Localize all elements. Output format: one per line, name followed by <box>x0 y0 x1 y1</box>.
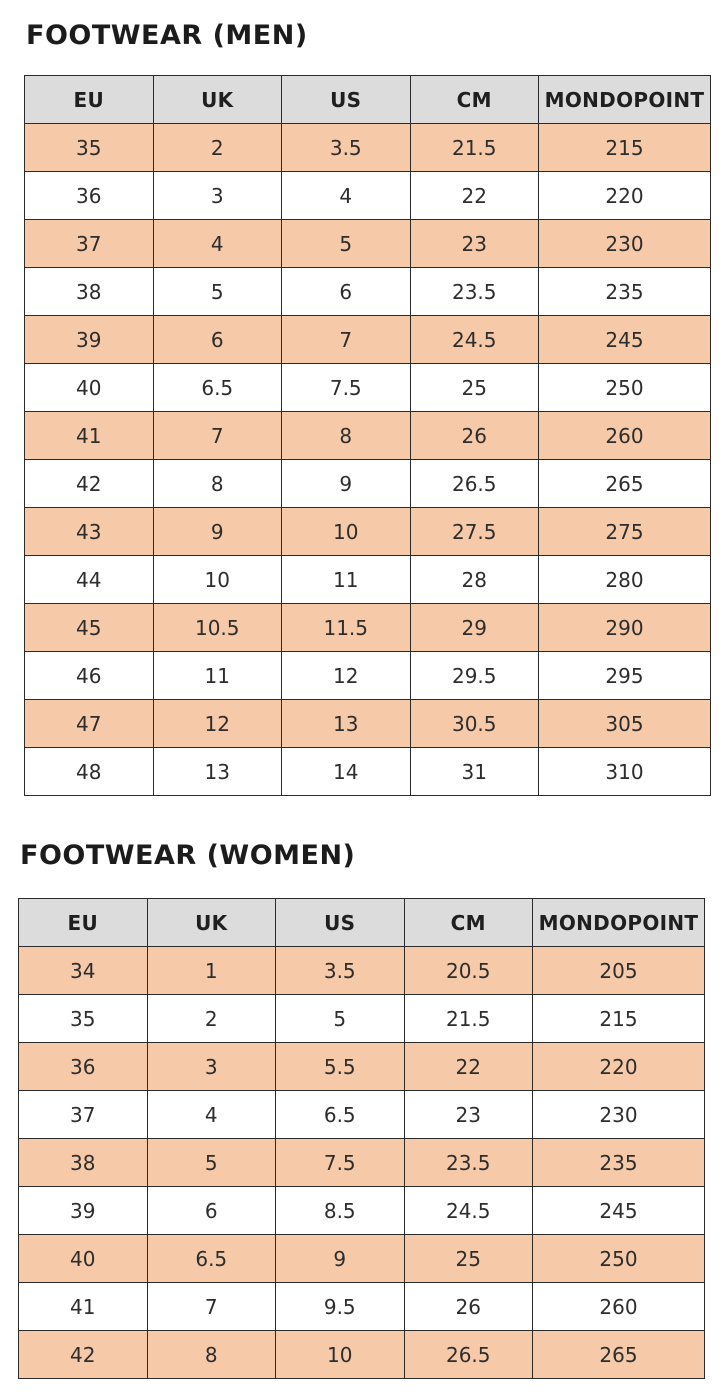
cell-cm: 26 <box>410 412 539 460</box>
cell-mondopoint: 230 <box>533 1091 705 1139</box>
column-header-cm: CM <box>410 76 539 124</box>
cell-uk: 7 <box>153 412 282 460</box>
column-header-uk: UK <box>153 76 282 124</box>
cell-uk: 6.5 <box>147 1235 276 1283</box>
cell-cm: 23.5 <box>404 1139 533 1187</box>
cell-cm: 23 <box>404 1091 533 1139</box>
cell-eu: 38 <box>19 1139 148 1187</box>
table-row <box>19 995 705 1043</box>
cell-eu: 34 <box>19 947 148 995</box>
cell-cm: 26.5 <box>404 1331 533 1379</box>
cell-us: 11 <box>282 556 411 604</box>
cell-cm: 29 <box>410 604 539 652</box>
table-row <box>25 364 711 412</box>
cell-mondopoint: 260 <box>533 1283 705 1331</box>
cell-us: 7.5 <box>282 364 411 412</box>
men-size-table <box>24 75 711 796</box>
women-header-row <box>19 899 705 947</box>
cell-cm: 24.5 <box>404 1187 533 1235</box>
cell-us: 14 <box>282 748 411 796</box>
cell-us: 5 <box>276 995 405 1043</box>
women-table-body <box>19 947 705 1379</box>
cell-eu: 37 <box>25 220 154 268</box>
table-row <box>25 220 711 268</box>
cell-cm: 22 <box>404 1043 533 1091</box>
cell-mondopoint: 280 <box>539 556 711 604</box>
cell-mondopoint: 215 <box>533 995 705 1043</box>
column-header-eu: EU <box>25 76 154 124</box>
cell-uk: 4 <box>147 1091 276 1139</box>
women-table-header <box>19 899 705 947</box>
cell-uk: 13 <box>153 748 282 796</box>
cell-uk: 6 <box>147 1187 276 1235</box>
cell-us: 9.5 <box>276 1283 405 1331</box>
cell-us: 10 <box>276 1331 405 1379</box>
cell-mondopoint: 290 <box>539 604 711 652</box>
women-size-table <box>18 898 705 1379</box>
column-header-mondopoint: MONDOPOINT <box>539 76 711 124</box>
cell-us: 13 <box>282 700 411 748</box>
cell-uk: 8 <box>147 1331 276 1379</box>
cell-uk: 5 <box>147 1139 276 1187</box>
table-row <box>19 1187 705 1235</box>
cell-cm: 20.5 <box>404 947 533 995</box>
column-header-eu: EU <box>19 899 148 947</box>
table-row <box>25 316 711 364</box>
cell-cm: 28 <box>410 556 539 604</box>
cell-uk: 2 <box>147 995 276 1043</box>
table-row <box>19 947 705 995</box>
cell-eu: 45 <box>25 604 154 652</box>
table-row <box>25 172 711 220</box>
cell-mondopoint: 265 <box>533 1331 705 1379</box>
cell-eu: 36 <box>19 1043 148 1091</box>
cell-cm: 25 <box>410 364 539 412</box>
cell-uk: 9 <box>153 508 282 556</box>
table-row <box>25 556 711 604</box>
cell-cm: 22 <box>410 172 539 220</box>
cell-us: 8.5 <box>276 1187 405 1235</box>
cell-mondopoint: 295 <box>539 652 711 700</box>
men-header-row <box>25 76 711 124</box>
cell-us: 7.5 <box>276 1139 405 1187</box>
cell-eu: 42 <box>19 1331 148 1379</box>
cell-uk: 4 <box>153 220 282 268</box>
cell-cm: 21.5 <box>404 995 533 1043</box>
table-row <box>25 700 711 748</box>
men-section-title: FOOTWEAR (MEN) <box>26 20 308 51</box>
column-header-us: US <box>282 76 411 124</box>
cell-uk: 2 <box>153 124 282 172</box>
cell-cm: 25 <box>404 1235 533 1283</box>
cell-cm: 29.5 <box>410 652 539 700</box>
cell-mondopoint: 235 <box>539 268 711 316</box>
table-row <box>19 1091 705 1139</box>
cell-eu: 44 <box>25 556 154 604</box>
cell-mondopoint: 220 <box>533 1043 705 1091</box>
cell-cm: 23 <box>410 220 539 268</box>
cell-uk: 3 <box>147 1043 276 1091</box>
cell-uk: 11 <box>153 652 282 700</box>
cell-us: 11.5 <box>282 604 411 652</box>
cell-mondopoint: 275 <box>539 508 711 556</box>
cell-eu: 35 <box>19 995 148 1043</box>
cell-uk: 12 <box>153 700 282 748</box>
column-header-cm: CM <box>404 899 533 947</box>
cell-eu: 40 <box>25 364 154 412</box>
cell-uk: 5 <box>153 268 282 316</box>
cell-us: 9 <box>276 1235 405 1283</box>
table-row <box>19 1139 705 1187</box>
men-table-header <box>25 76 711 124</box>
men-table-body <box>25 124 711 796</box>
cell-mondopoint: 205 <box>533 947 705 995</box>
cell-us: 10 <box>282 508 411 556</box>
table-row <box>25 124 711 172</box>
cell-eu: 35 <box>25 124 154 172</box>
cell-us: 4 <box>282 172 411 220</box>
cell-mondopoint: 245 <box>539 316 711 364</box>
table-row <box>25 508 711 556</box>
cell-uk: 3 <box>153 172 282 220</box>
cell-us: 3.5 <box>276 947 405 995</box>
cell-mondopoint: 220 <box>539 172 711 220</box>
cell-uk: 10 <box>153 556 282 604</box>
cell-cm: 30.5 <box>410 700 539 748</box>
cell-cm: 26 <box>404 1283 533 1331</box>
cell-cm: 21.5 <box>410 124 539 172</box>
table-row <box>25 604 711 652</box>
cell-us: 9 <box>282 460 411 508</box>
cell-us: 3.5 <box>282 124 411 172</box>
cell-eu: 37 <box>19 1091 148 1139</box>
cell-us: 6.5 <box>276 1091 405 1139</box>
cell-us: 12 <box>282 652 411 700</box>
cell-eu: 40 <box>19 1235 148 1283</box>
cell-eu: 48 <box>25 748 154 796</box>
cell-uk: 7 <box>147 1283 276 1331</box>
cell-uk: 6 <box>153 316 282 364</box>
column-header-us: US <box>276 899 405 947</box>
cell-us: 7 <box>282 316 411 364</box>
table-row <box>25 748 711 796</box>
cell-cm: 26.5 <box>410 460 539 508</box>
cell-cm: 24.5 <box>410 316 539 364</box>
cell-uk: 10.5 <box>153 604 282 652</box>
table-row <box>19 1235 705 1283</box>
cell-us: 8 <box>282 412 411 460</box>
cell-mondopoint: 250 <box>533 1235 705 1283</box>
cell-eu: 41 <box>25 412 154 460</box>
column-header-uk: UK <box>147 899 276 947</box>
cell-mondopoint: 265 <box>539 460 711 508</box>
cell-us: 5 <box>282 220 411 268</box>
cell-eu: 39 <box>19 1187 148 1235</box>
cell-eu: 36 <box>25 172 154 220</box>
cell-mondopoint: 310 <box>539 748 711 796</box>
cell-us: 5.5 <box>276 1043 405 1091</box>
cell-uk: 8 <box>153 460 282 508</box>
cell-mondopoint: 245 <box>533 1187 705 1235</box>
cell-uk: 6.5 <box>153 364 282 412</box>
cell-mondopoint: 215 <box>539 124 711 172</box>
cell-eu: 46 <box>25 652 154 700</box>
women-section-title: FOOTWEAR (WOMEN) <box>20 840 356 871</box>
cell-uk: 1 <box>147 947 276 995</box>
cell-mondopoint: 230 <box>539 220 711 268</box>
cell-eu: 38 <box>25 268 154 316</box>
cell-cm: 23.5 <box>410 268 539 316</box>
cell-eu: 42 <box>25 460 154 508</box>
cell-eu: 43 <box>25 508 154 556</box>
cell-cm: 31 <box>410 748 539 796</box>
table-row <box>25 652 711 700</box>
table-row <box>25 412 711 460</box>
column-header-mondopoint: MONDOPOINT <box>533 899 705 947</box>
table-row <box>25 460 711 508</box>
cell-mondopoint: 260 <box>539 412 711 460</box>
cell-eu: 41 <box>19 1283 148 1331</box>
cell-cm: 27.5 <box>410 508 539 556</box>
cell-eu: 47 <box>25 700 154 748</box>
cell-eu: 39 <box>25 316 154 364</box>
cell-mondopoint: 235 <box>533 1139 705 1187</box>
table-row <box>19 1043 705 1091</box>
table-row <box>19 1283 705 1331</box>
table-row <box>25 268 711 316</box>
table-row <box>19 1331 705 1379</box>
cell-us: 6 <box>282 268 411 316</box>
cell-mondopoint: 250 <box>539 364 711 412</box>
cell-mondopoint: 305 <box>539 700 711 748</box>
